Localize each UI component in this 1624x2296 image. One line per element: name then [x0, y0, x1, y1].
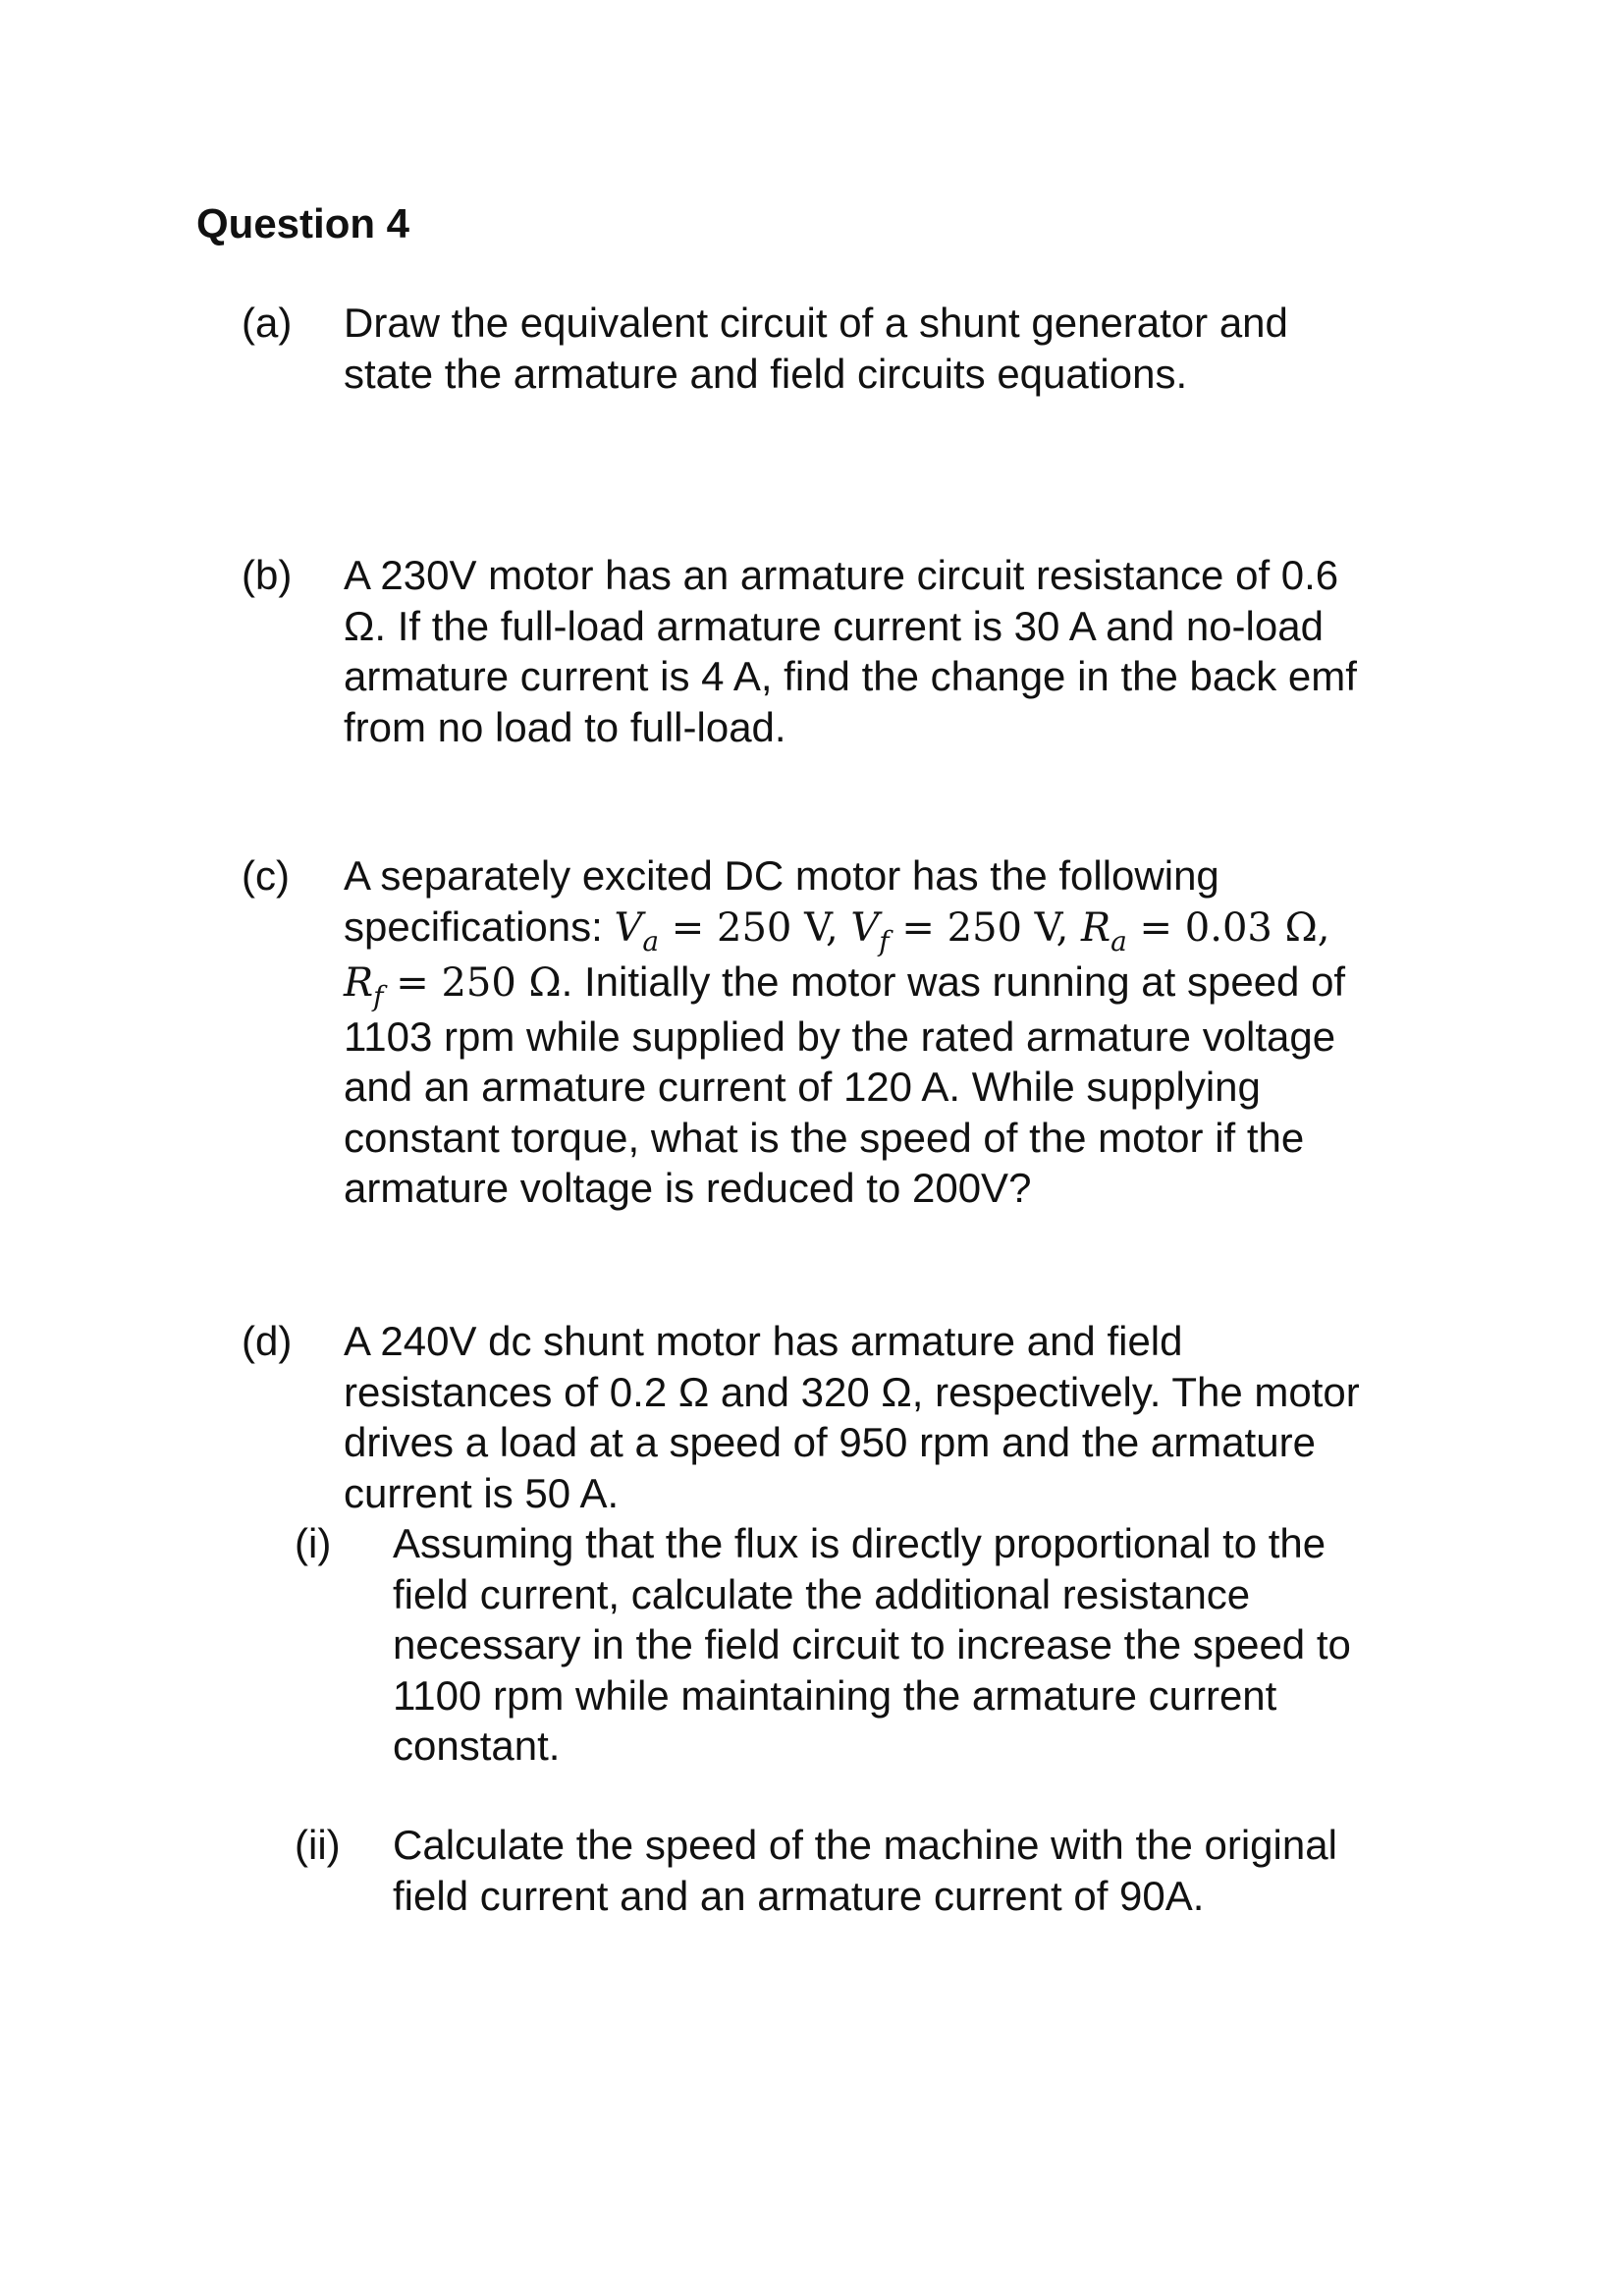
vf-subscript: f: [879, 924, 890, 957]
subpart-i-line: field current, calculate the additional resistance: [393, 1570, 1251, 1617]
ra-subscript: a: [1110, 924, 1127, 957]
part-c-line: A separately excited DC motor has the following: [344, 852, 1219, 899]
part-b-line: Ω. If the full-load armature current is 30 A and no-load: [344, 602, 1324, 649]
part-c-label: (c): [242, 852, 290, 899]
part-c-rf-line: [344, 957, 1345, 1011]
vf-symbol: V: [850, 904, 880, 951]
va-subscript: a: [642, 924, 660, 957]
part-a-line: Draw the equivalent circuit of a shunt generator and: [344, 300, 1288, 346]
ra-value: = 0.03 Ω,: [1126, 904, 1330, 951]
part-c-line: 1103 rpm while supplied by the rated armature voltage: [344, 1012, 1336, 1060]
part-b-line: from no load to full-load.: [344, 703, 786, 750]
subpart-i-line: constant.: [393, 1722, 561, 1769]
rf-symbol: R: [344, 959, 374, 1006]
part-a-line: state the armature and field circuits equations.: [344, 350, 1188, 397]
part-b-line: armature current is 4 A, find the change in the back emf: [344, 653, 1357, 699]
rf-subscript: f: [373, 979, 384, 1012]
part-d-text: [344, 1316, 1360, 1518]
subpart-ii-label: (ii): [295, 1822, 341, 1868]
part-b-label: (b): [242, 552, 293, 598]
va-symbol: V: [614, 904, 643, 951]
part-d-line: A 240V dc shunt motor has armature and field: [344, 1318, 1183, 1364]
va-value: = 250 V,: [659, 904, 851, 951]
subpart-ii-line: field current and an armature current of 90A.: [393, 1872, 1205, 1919]
subpart-i-line: necessary in the field circuit to increase the speed to: [393, 1621, 1351, 1667]
part-c-spec-line: [344, 902, 1345, 957]
spec-prefix: specifications:: [344, 902, 615, 950]
rf-value: = 250 Ω: [383, 959, 562, 1006]
rf-math: [344, 959, 562, 1012]
part-b-line: A 230V motor has an armature circuit resistance of 0.6: [344, 552, 1339, 598]
vf-value: = 250 V,: [889, 904, 1082, 951]
subpart-ii-text: [393, 1820, 1337, 1921]
ra-symbol: R: [1081, 904, 1111, 951]
part-a-text: [344, 298, 1288, 399]
rf-line-rest: . Initially the motor was running at speed of: [561, 957, 1346, 1005]
part-b-text: [344, 550, 1357, 752]
subpart-i-text: [393, 1518, 1351, 1772]
part-d-label: (d): [242, 1318, 293, 1364]
spec-math: [614, 904, 1330, 957]
part-c-line: constant torque, what is the speed of the motor if the: [344, 1114, 1305, 1161]
part-c-line: and an armature current of 120 A. While supplying: [344, 1064, 1261, 1110]
part-a-label: (a): [242, 300, 293, 346]
part-d-line: drives a load at a speed of 950 rpm and the armature: [344, 1419, 1316, 1465]
subpart-i-line: Assuming that the flux is directly proportional to the: [393, 1520, 1326, 1566]
subpart-i-line: 1100 rpm while maintaining the armature current: [393, 1671, 1277, 1719]
part-d-line: current is 50 A.: [344, 1469, 620, 1516]
part-d-line: resistances of 0.2 Ω and 320 Ω, respectively. The motor: [344, 1368, 1360, 1415]
subpart-i-label: (i): [295, 1520, 332, 1566]
question-title: Question 4: [196, 200, 410, 246]
part-c-line: armature voltage is reduced to 200V?: [344, 1165, 1032, 1211]
subpart-ii-line: Calculate the speed of the machine with the original: [393, 1822, 1337, 1868]
part-c-text: [344, 850, 1345, 1214]
